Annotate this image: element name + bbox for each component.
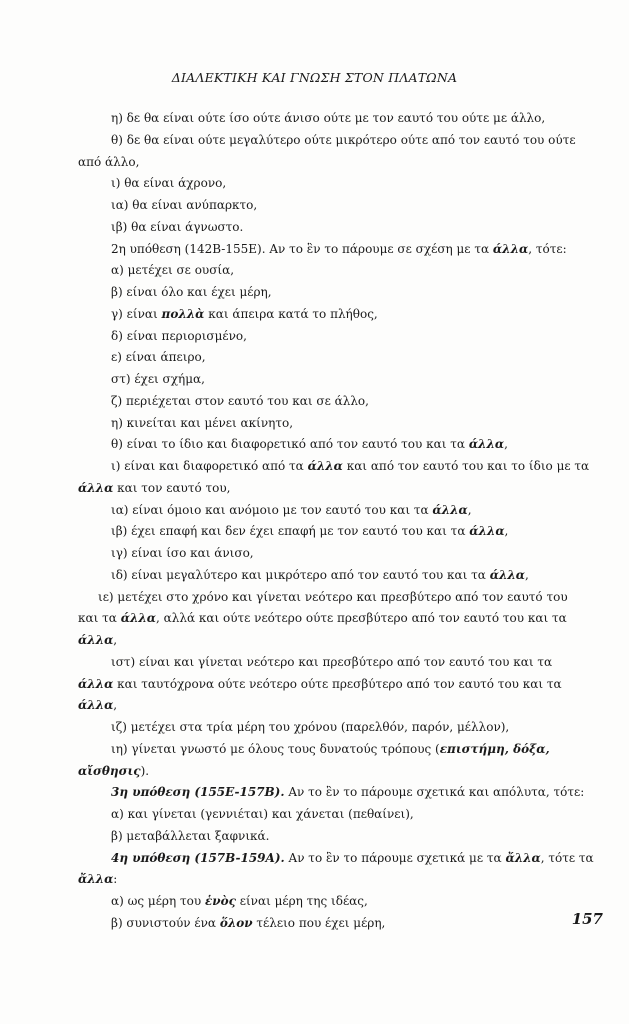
- text-line: άλλα,: [78, 633, 118, 647]
- running-header: ΔΙΑΛΕΚΤΙΚΗ ΚΑΙ ΓΝΩΣΗ ΣΤΟΝ ΠΛΑΤΩΝΑ: [171, 70, 458, 85]
- text-line: θ) δε θα είναι ούτε μεγαλύτερο ούτε μικρότερο ούτε από τον εαυτό του ούτε: [111, 132, 576, 147]
- text-line: ιη) γίνεται γνωστό με όλους τους δυνατούς τρόπους (επιστήμη, δόξα,: [111, 741, 550, 756]
- text-line: β) συνιστούν ένα ὅλον τέλειο που έχει μέρη,: [111, 915, 386, 930]
- text-line: και τα άλλα, αλλά και ούτε νεότερο ούτε πρεσβύτερο από τον εαυτό του και τα: [78, 611, 567, 626]
- text-line: ιδ) είναι μεγαλύτερο και μικρότερο από τον εαυτό του και τα άλλα,: [111, 567, 529, 582]
- text-line: α) μετέχει σε ουσία,: [111, 263, 235, 278]
- text-line: ιε) μετέχει στο χρόνο και γίνεται νεότερο και πρεσβύτερο από τον εαυτό του: [98, 589, 568, 604]
- text-line: ιγ) είναι ίσο και άνισο,: [111, 546, 254, 560]
- text-line: β) είναι όλο και έχει μέρη,: [111, 285, 272, 299]
- text-line: α) ως μέρη του ἑνὸς είναι μέρη της ιδέας,: [111, 894, 368, 908]
- text-line: ἄλλα:: [78, 872, 118, 887]
- text-line: 3η υπόθεση (155E-157B). Αν το ἓν το πάρουμε σχετικά και απόλυτα, τότε:: [111, 785, 585, 800]
- text-line: στ) έχει σχήμα,: [111, 372, 205, 386]
- text-line: θ) είναι το ίδιο και διαφορετικό από τον εαυτό του και τα άλλα,: [111, 437, 508, 452]
- text-line: άλλα και ταυτόχρονα ούτε νεότερο ούτε πρεσβύτερο από τον εαυτό του και τα: [78, 676, 562, 691]
- text-line: αἴσθησις).: [78, 763, 150, 778]
- text-line: άλλα και τον εαυτό του,: [78, 480, 231, 495]
- text-line: η) δε θα είναι ούτε ίσο ούτε άνισο ούτε με τον εαυτό του ούτε με άλλο,: [111, 111, 546, 125]
- text-line: 2η υπόθεση (142B-155E). Αν το ἓν το πάρουμε σε σχέση με τα άλλα, τότε:: [111, 241, 567, 256]
- text-line: ια) είναι όμοιο και ανόμοιο με τον εαυτό του και τα άλλα,: [111, 502, 472, 517]
- text-line: ιβ) έχει επαφή και δεν έχει επαφή με τον εαυτό του και τα άλλα,: [111, 524, 509, 539]
- text-line: ζ) περιέχεται στον εαυτό του και σε άλλο,: [111, 393, 369, 408]
- page-number: 157: [571, 910, 603, 928]
- page-body: [78, 108, 606, 935]
- text-line: 4η υπόθεση (157B-159A). Αν το ἓν το πάρουμε σχετικά με τα ἄλλα, τότε τα: [111, 850, 594, 865]
- text-line: ιβ) θα είναι άγνωστο.: [111, 219, 244, 234]
- text-line: ια) θα είναι ανύπαρκτο,: [111, 198, 258, 212]
- text-line: γ) είναι πολλὰ και άπειρα κατά το πλήθος,: [111, 306, 378, 321]
- text-line: ι) είναι και διαφορετικό από τα άλλα και από τον εαυτό του και το ίδιο με τα: [111, 459, 590, 473]
- text-line: δ) είναι περιορισμένο,: [111, 328, 247, 343]
- text-line: ιζ) μετέχει στα τρία μέρη του χρόνου (παρελθόν, παρόν, μέλλον),: [111, 720, 510, 734]
- text-line: β) μεταβάλλεται ξαφνικά.: [111, 828, 270, 843]
- text-line: ε) είναι άπειρο,: [111, 350, 206, 365]
- text-line: α) και γίνεται (γεννιέται) και χάνεται (πεθαίνει),: [111, 807, 414, 821]
- text-line: η) κινείται και μένει ακίνητο,: [111, 415, 294, 430]
- text-line: ιστ) είναι και γίνεται νεότερο και πρεσβύτερο από τον εαυτό του και τα: [111, 654, 553, 669]
- text-line: άλλα,: [78, 698, 118, 713]
- text-line: από άλλο,: [78, 154, 140, 169]
- text-line: ι) θα είναι άχρονο,: [111, 176, 227, 191]
